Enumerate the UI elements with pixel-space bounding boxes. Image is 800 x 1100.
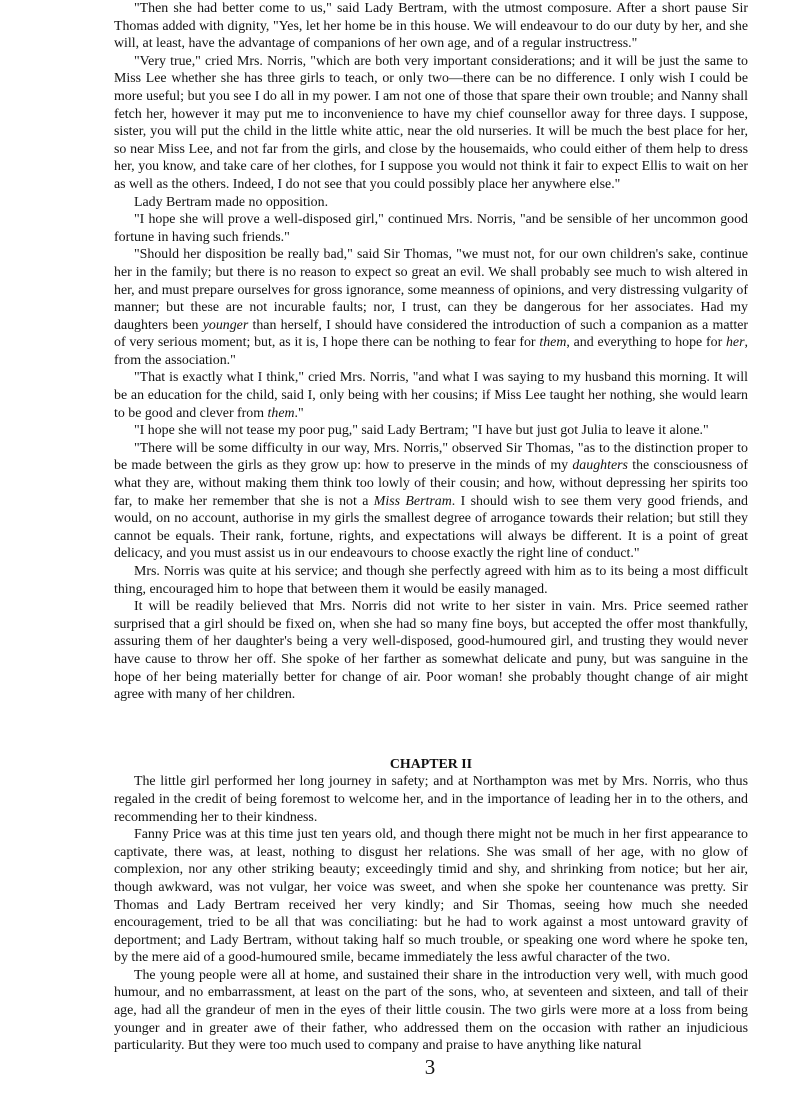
paragraph-text: , from the association." xyxy=(114,335,748,368)
emphasized-text: Miss Bertram xyxy=(373,493,452,509)
page-number: 3 xyxy=(424,1055,436,1079)
paragraph-text: "I hope she will prove a well-disposed girl," continued Mrs. Norris, "and be sensible of her uncommon good fortune in having such friends." xyxy=(114,212,748,245)
paragraph-text: ." xyxy=(294,405,304,421)
paragraph-text: The little girl performed her long journey in safety; and at Northampton was met by Mrs. Norris, who thus regaled in the credit of being foremost to welcome her, and in the importance of leading her in to the others, and recommending her to their kindness. xyxy=(114,774,748,825)
paragraph-text: "That is exactly what I think," cried Mrs. Norris, "and what I was saying to my husband this morning. It will be an education for the child, said I, only being with her cousins; if Miss Lee taught her nothing, she would learn to be good and clever from xyxy=(114,370,748,421)
paragraph-text: "There will be some difficulty in our way, Mrs. Norris," observed Sir Thomas, "as to the distinction proper to be made between the girls as they grow up: how to preserve in the minds of my xyxy=(114,440,748,474)
paragraph-text: the consciousness of what they are, without making them think too lowly of their cousin; and how, without depressing her spirits too far, to make her remember that she is not a xyxy=(114,458,748,509)
paragraph xyxy=(114,422,748,440)
paragraph xyxy=(114,194,748,212)
emphasized-text: daughters xyxy=(572,458,628,474)
paragraph xyxy=(114,211,748,246)
text-block-before-chapter xyxy=(114,0,748,704)
chapter-gap xyxy=(114,704,748,756)
paragraph xyxy=(114,440,748,563)
paragraph xyxy=(114,53,748,194)
paragraph-text: The young people were all at home, and sustained their share in the introduction very well, with much good humour, and no embarrassment, at least on the part of the sons, who, at seventeen and sixteen, and tall of their age, had all the grandeur of men in the eyes of their little cousin. The two girls were more at a loss from being younger and in greater awe of their father, who addressed them on the occasion with rather an injudicious particularity. But they were too much used to company and praise to have anything like natural xyxy=(114,967,748,1054)
text-block-chapter-two xyxy=(114,773,748,1055)
paragraph xyxy=(114,598,748,704)
page-body xyxy=(114,0,748,1055)
paragraph-text: "Should her disposition be really bad," said Sir Thomas, "we must not, for our own children's sake, continue her in the family; but there is no reason to expect so great an evil. We shall probably see much to wish altered in her, and must prepare ourselves for gross ignorance, some meanness of opinions, and very distressing vulgarity of manner; but these are not incurable faults; nor, I trust, can they be dangerous for her associates. Had my daughters been xyxy=(114,247,748,333)
paragraph xyxy=(114,967,748,1055)
paragraph-text: Lady Bertram made no opposition. xyxy=(134,194,329,210)
paragraph xyxy=(114,563,748,598)
emphasized-text: them xyxy=(267,405,295,421)
paragraph-text: . I should wish to see them very good friends, and would, on no account, authorise in my girls the smallest degree of arrogance towards their relation; but still they cannot be equals. Their rank, fortune, rights, and expectations will always be different. It is a point of great delicacy, and you must assist us in our endeavours to choose exactly the right line of conduct." xyxy=(114,493,748,562)
paragraph-text: "Then she had better come to us," said Lady Bertram, with the utmost composure. After a short pause Sir Thomas added with dignity, "Yes, let her home be in this house. We will endeavour to do our duty by her, and she will, at least, have the advantage of companions of her own age, and of a regular instructress." xyxy=(114,1,748,52)
emphasized-text: them xyxy=(539,335,567,351)
emphasized-text: her xyxy=(725,335,745,351)
paragraph-text: It will be readily believed that Mrs. Norris did not write to her sister in vain. Mrs. Price seemed rather surprised that a girl should be fixed on, when she had so many fine boys, but accepted the offer most thankfully, assuring them of her daughter's being a very well-disposed, good-humoured girl, and trusting they would never have cause to throw her off. She spoke of her farther as somewhat delicate and puny, but was sanguine in the hope of her being materially better for change of air. Poor woman! she probably thought change of air might agree with many of her children. xyxy=(114,599,748,703)
paragraph xyxy=(114,246,748,369)
paragraph xyxy=(114,369,748,422)
paragraph xyxy=(114,0,748,53)
paragraph-text: Mrs. Norris was quite at his service; and though she perfectly agreed with him as to its being a most difficult thing, encouraged him to hope that between them it would be easily managed. xyxy=(114,564,748,597)
paragraph-text: "I hope she will not tease my poor pug," said Lady Bertram; "I have but just got Julia to leave it alone." xyxy=(134,423,709,439)
chapter-heading: CHAPTER II xyxy=(389,756,473,772)
paragraph-text: "Very true," cried Mrs. Norris, "which are both very important considerations; and it will be just the same to Miss Lee whether she has three girls to teach, or only two—there can be no difference. I only wish I could be more useful; but you see I do all in my power. I am not one of those that spare their own trouble; and Nanny shall fetch her, however it may put me to inconvenience to have my chief counsellor away for three days. I suppose, sister, you will put the child in the little white attic, near the old nurseries. It will be much the best place for her, so near Miss Lee, and not far from the girls, and close by the housemaids, who could either of them help to dress her, you know, and take care of her clothes, for I suppose you would not think it fair to expect Ellis to wait on her as well as the others. Indeed, I do not see that you could possibly place her anywhere else." xyxy=(114,53,748,192)
paragraph xyxy=(114,773,748,826)
paragraph-text: , and everything to hope for xyxy=(566,335,726,351)
paragraph-text: than herself, I should have considered the introduction of such a companion as a matter of very serious moment; but, as it is, I hope there can be nothing to fear for xyxy=(114,317,748,351)
paragraph xyxy=(114,826,748,967)
paragraph-text: Fanny Price was at this time just ten years old, and though there might not be much in her first appearance to captivate, there was, at least, nothing to disgust her relations. She was small of her age, with no glow of complexion, nor any other striking beauty; exceedingly timid and shy, and shrinking from notice; but her air, though awkward, was not vulgar, her voice was sweet, and when she spoke her countenance was pretty. Sir Thomas and Lady Bertram received her very kindly; and Sir Thomas, seeing how much she needed encouragement, tried to be all that was conciliating: but he had to work against a most untoward gravity of deportment; and Lady Bertram, without taking half so much trouble, or speaking one word where he spoke ten, by the mere aid of a good-humoured smile, became immediately the less awful character of the two. xyxy=(114,827,748,966)
emphasized-text: younger xyxy=(202,317,249,333)
